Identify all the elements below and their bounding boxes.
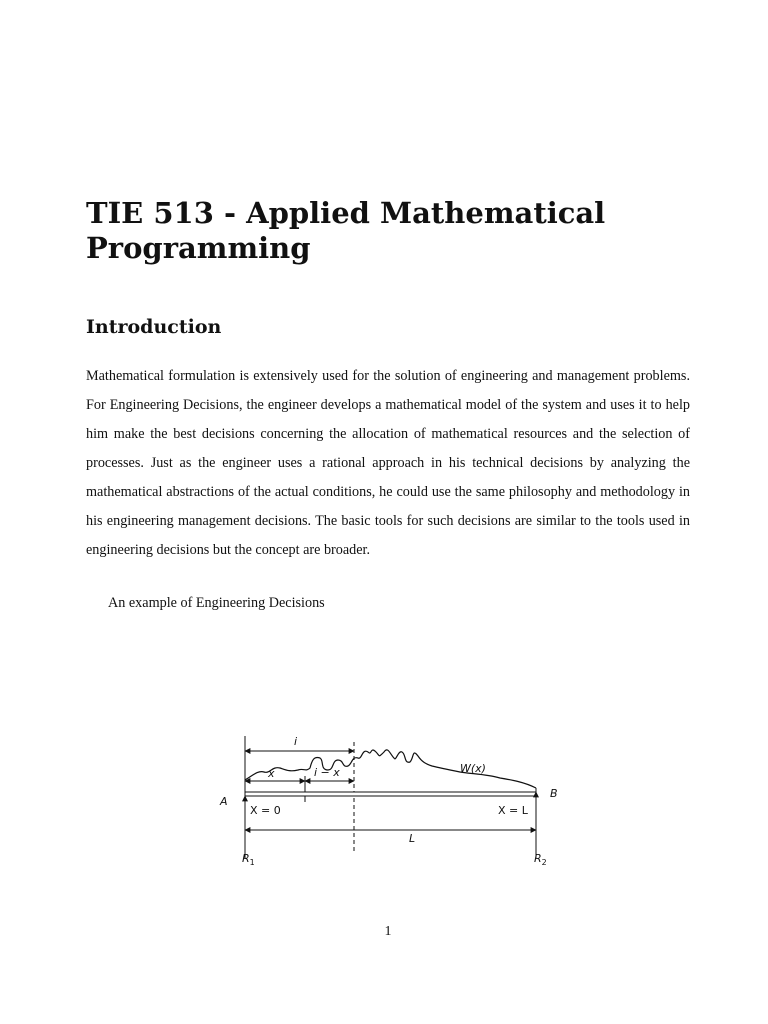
label-r2	[534, 852, 547, 867]
label-x0: X = 0	[250, 804, 281, 817]
label-x: x	[268, 767, 275, 780]
label-i: i	[294, 735, 298, 748]
beam	[245, 792, 536, 796]
label-i-minus-x: i − x	[314, 766, 340, 779]
label-r1	[242, 852, 255, 867]
beam-diagram	[200, 718, 580, 888]
label-l: L	[409, 832, 416, 845]
label-load: W(x)	[460, 762, 486, 775]
label-r1-main: R	[242, 852, 250, 865]
label-b: B	[550, 787, 558, 800]
label-xl: X = L	[498, 804, 528, 817]
document-title: TIE 513 - Applied Mathematical Programming	[86, 196, 606, 265]
label-r2-main: R	[534, 852, 542, 865]
intro-paragraph: Mathematical formulation is extensively used for the solution of engineering and management problems. For Engineering Decisions, the engineer develops a mathematical model of the system and uses it to help him make the best decisions concerning the allocation of mathematical resources and the selection of processes. Just as the engineer uses a rational approach in his technical decisions by analyzing the mathematical abstractions of the actual conditions, he could use the same philosophy and methodology in his engineering management decisions. The basic tools for such decisions are similar to the tools used in engineering decisions but the concept are broader.	[86, 368, 690, 558]
label-r1-subscript: 1	[249, 858, 255, 867]
section-heading-introduction: Introduction	[86, 316, 222, 338]
page-number: 1	[384, 924, 392, 939]
label-r2-subscript: 2	[541, 858, 547, 867]
label-a: A	[220, 795, 228, 808]
distributed-load-curve	[245, 750, 536, 788]
example-caption: An example of Engineering Decisions	[108, 595, 325, 611]
